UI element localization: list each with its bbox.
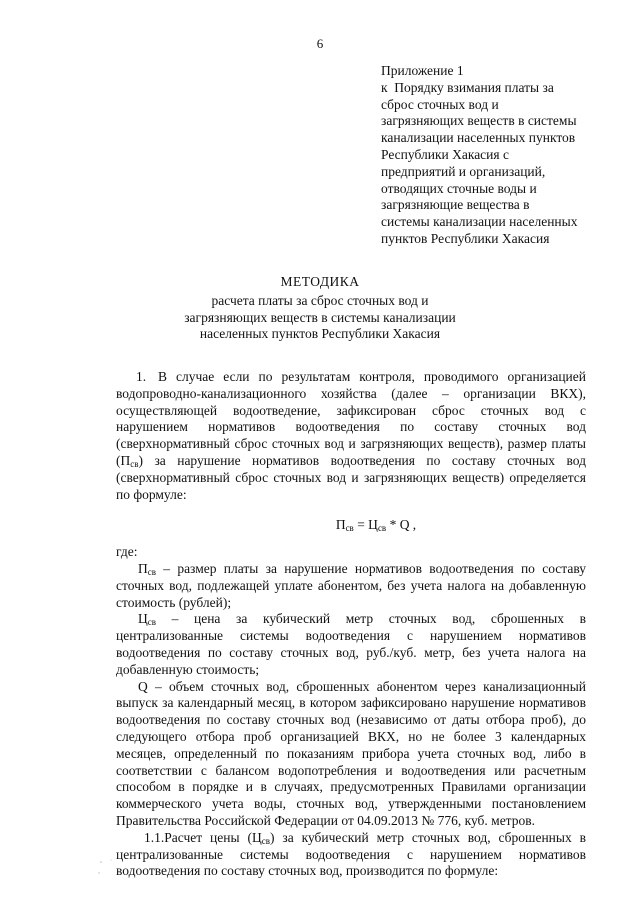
where-label: где:: [116, 544, 138, 560]
appendix-line: сброс сточных вод и: [381, 96, 499, 112]
paragraph-number: 1.: [136, 369, 147, 384]
appendix-line: загрязняющие вещества в: [381, 197, 530, 213]
appendix-line: загрязняющих веществ в системы: [381, 113, 577, 129]
appendix-line: предприятий и организаций,: [381, 163, 546, 179]
paragraph-1-1: 1.1.Расчет цены $(Ц_{св})$ за кубический метр сточных вод, сброшенных в централизованные системы водоотведения с нарушением нормативов водоотведения по составу сточных вод, производится по формуле:: [116, 829, 586, 879]
appendix-line: к Порядку взимания платы за: [381, 79, 554, 95]
paragraph-1: 1. В случае если по результатам контроля, проводимого организацией водопроводно-канализационного хозяйства (далее – организации ВКХ), осуществляющей водоотведение, зафиксирован сброс сточных вод с нарушением нормативов водоотведения по составу сточных вод (сверхнормативный сброс сточных вод и загрязняющих веществ), размер платы $(П_{св})$ за нарушение нормативов водоотведения по составу сточных вод (сверхнормативный сброс сточных вод и загрязняющих веществ) определяется по формуле:: [116, 369, 586, 502]
paragraph-number: 1.1.: [144, 829, 165, 845]
appendix-line: Приложение 1: [381, 63, 464, 78]
title-subtitle-line: расчета платы за сброс сточных вод и: [211, 292, 429, 308]
title-subtitle-line: загрязняющих веществ в системы канализации: [184, 309, 456, 325]
formula-payment: $П_{св} = Ц_{св} * Q$ ,: [335, 517, 417, 534]
appendix-line: отводящих сточные воды и: [381, 180, 537, 196]
definition-volume: Q – объем сточных вод, сброшенных абонентом через канализационный выпуск за календарный месяц, в котором зафиксировано нарушение нормативов водоотведения по составу сточных вод (независимо от даты отбора проб), до следующего отбора проб организацией ВКХ, но не более 3 календарных месяцев, определенный по показаниям прибора учета сточных вод, либо в соответствии с балансом водопотребления и водоотведения или расчетным способом в порядке и в случаях, предусмотренных Правилами организации коммерческого учета воды, сточных вод, утвержденными постановлением Правительства Российской Федерации от 04.09.2013 № 776, куб. метров.: [116, 678, 586, 828]
document-body: [116, 369, 586, 880]
appendix-line: пунктов Республики Хакасия: [381, 230, 550, 246]
appendix-line: Республики Хакасия с: [381, 146, 509, 162]
title-heading: МЕТОДИКА: [280, 274, 360, 289]
definition-payment: $П_{св}$ – размер платы за нарушение нормативов водоотведения по составу сточных вод, подлежащей уплате абонентом, без учета налога на добавленную стоимость (рублей);: [116, 560, 586, 610]
document-title: [0, 274, 640, 343]
definition-price: $Ц_{св}$ – цена за кубический метр сточных вод, сброшенных в централизованные системы водоотведения с нарушением нормативов водоотведения по составу сточных вод, руб./куб. метр, без учета налога на добавленную стоимость;: [116, 611, 586, 677]
scan-artifact: [95, 858, 125, 878]
page-number: 6: [316, 36, 324, 51]
title-subtitle-line: населенных пунктов Республики Хакасия: [199, 326, 441, 342]
appendix-line: канализации населенных пунктов: [381, 130, 576, 146]
appendix-note: [381, 63, 611, 248]
appendix-line: системы канализации населенных: [381, 214, 578, 230]
